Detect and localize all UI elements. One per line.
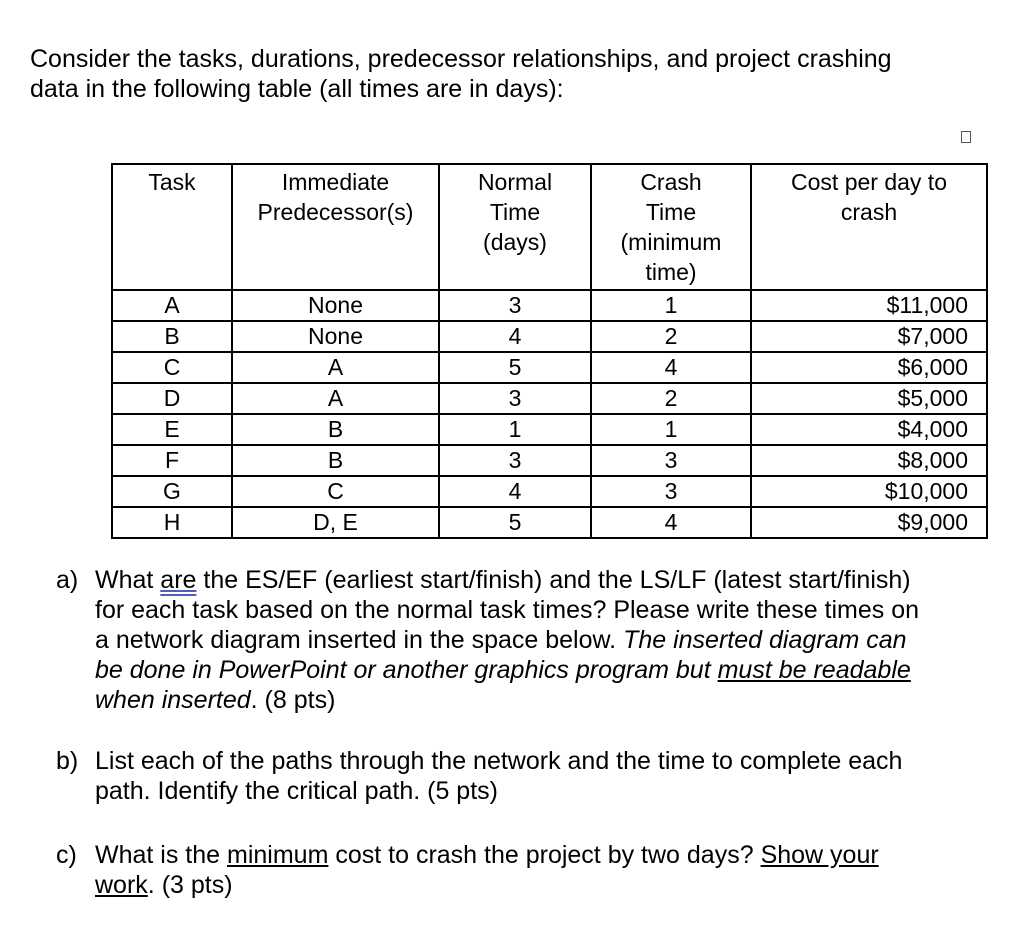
cell-predecessor: B (232, 445, 439, 476)
cell-task: H (112, 507, 232, 538)
question-a-line-3 (95, 625, 919, 655)
header-normal-line-2: Time (489, 199, 541, 225)
cell-task: A (112, 290, 232, 321)
cell-predecessor: None (232, 290, 439, 321)
question-a-line-5 (95, 685, 919, 715)
qa-l5-post: . (8 pts) (250, 686, 336, 714)
qa-l4-underlined: must be readable (717, 656, 911, 684)
cell-cost: $10,000 (751, 476, 987, 507)
cell-crash-time: 4 (591, 352, 751, 383)
question-c-line-1 (95, 840, 879, 870)
cell-normal-time: 5 (439, 352, 591, 383)
header-cost-per-day (751, 164, 987, 290)
cell-task: E (112, 414, 232, 445)
table-row (112, 290, 987, 321)
cell-crash-time: 1 (591, 414, 751, 445)
header-crash-line-1: Crash (640, 169, 702, 195)
question-a-text (95, 565, 919, 715)
table-row (112, 321, 987, 352)
cell-normal-time: 3 (439, 383, 591, 414)
cell-normal-time: 3 (439, 445, 591, 476)
cell-task: D (112, 383, 232, 414)
qc-l1-pre: What is the (95, 841, 227, 869)
question-a-line-4 (95, 655, 919, 685)
question-b-text (95, 746, 902, 806)
cell-normal-time: 3 (439, 290, 591, 321)
cell-task: C (112, 352, 232, 383)
question-a-line-1 (95, 565, 919, 595)
header-crash-line-2: Time (645, 199, 697, 225)
cell-predecessor: A (232, 383, 439, 414)
cell-cost: $8,000 (751, 445, 987, 476)
header-cost-line-2: crash (840, 199, 898, 225)
cell-crash-time: 1 (591, 290, 751, 321)
question-a-line-2: for each task based on the normal task times? Please write these times on (95, 596, 920, 624)
cell-normal-time: 5 (439, 507, 591, 538)
qa-l3-pre: a network diagram inserted in the space below. (95, 626, 624, 654)
question-c (56, 840, 986, 902)
header-task (112, 164, 232, 290)
qa-l5-italic: when inserted (95, 686, 251, 714)
table-row (112, 507, 987, 538)
cell-predecessor: C (232, 476, 439, 507)
qc-l1-minimum: minimum (227, 841, 329, 869)
cell-cost: $7,000 (751, 321, 987, 352)
table-row (112, 352, 987, 383)
question-b-line-2: path. Identify the critical path. (5 pts) (95, 777, 498, 805)
cell-predecessor: D, E (232, 507, 439, 538)
cell-predecessor: None (232, 321, 439, 352)
question-c-text (95, 840, 879, 900)
cell-crash-time: 2 (591, 383, 751, 414)
resize-handle[interactable] (961, 131, 971, 143)
qa-l1-are: are (160, 566, 197, 594)
qa-l1-pre: What (95, 566, 161, 594)
intro-text (30, 44, 990, 104)
question-b-label: b) (56, 747, 79, 775)
header-crash-line-3: (minimum (620, 229, 722, 255)
qc-l2-work: work (95, 871, 148, 899)
cell-normal-time: 1 (439, 414, 591, 445)
question-b (56, 746, 986, 808)
question-c-label: c) (56, 841, 77, 869)
header-pred-line-2: Predecessor(s) (257, 199, 414, 225)
cell-task: F (112, 445, 232, 476)
cell-crash-time: 4 (591, 507, 751, 538)
header-crash-time (591, 164, 751, 290)
table-header-row (112, 164, 987, 290)
header-normal-time (439, 164, 591, 290)
question-c-line-2 (95, 870, 879, 900)
qc-l1-mid: cost to crash the project by two days? (328, 841, 761, 869)
intro-line-2: data in the following table (all times are in days): (30, 75, 564, 103)
question-a-label: a) (56, 566, 79, 594)
cell-task: G (112, 476, 232, 507)
table-row (112, 414, 987, 445)
header-normal-line-1: Normal (477, 169, 553, 195)
header-normal-line-3: (days) (483, 229, 547, 255)
qa-l3-italic: The inserted diagram can (623, 626, 907, 654)
question-a (56, 565, 986, 717)
header-crash-line-4: time) (645, 259, 697, 285)
cell-cost: $4,000 (751, 414, 987, 445)
cell-cost: $11,000 (751, 290, 987, 321)
header-predecessors (232, 164, 439, 290)
header-cost-line-1: Cost per day to (791, 169, 947, 195)
crashing-data-table (111, 163, 988, 539)
cell-cost: $5,000 (751, 383, 987, 414)
header-task-label: Task (148, 169, 196, 195)
cell-predecessor: A (232, 352, 439, 383)
cell-normal-time: 4 (439, 321, 591, 352)
intro-line-1: Consider the tasks, durations, predecessor relationships, and project crashing (30, 45, 892, 73)
question-b-line-1: List each of the paths through the network and the time to complete each (95, 747, 903, 775)
cell-crash-time: 2 (591, 321, 751, 352)
table-row (112, 476, 987, 507)
qa-l1-post: the ES/EF (earliest start/finish) and the LS/LF (latest start/finish) (196, 566, 911, 594)
qc-l1-show-your: Show your (760, 841, 879, 869)
qc-l2-post: . (3 pts) (147, 871, 233, 899)
qa-l4-italic: be done in PowerPoint or another graphics program but (95, 656, 718, 684)
cell-crash-time: 3 (591, 445, 751, 476)
cell-cost: $6,000 (751, 352, 987, 383)
header-pred-line-1: Immediate (281, 169, 390, 195)
cell-crash-time: 3 (591, 476, 751, 507)
cell-task: B (112, 321, 232, 352)
cell-normal-time: 4 (439, 476, 591, 507)
cell-predecessor: B (232, 414, 439, 445)
table-row (112, 445, 987, 476)
table-row (112, 383, 987, 414)
cell-cost: $9,000 (751, 507, 987, 538)
